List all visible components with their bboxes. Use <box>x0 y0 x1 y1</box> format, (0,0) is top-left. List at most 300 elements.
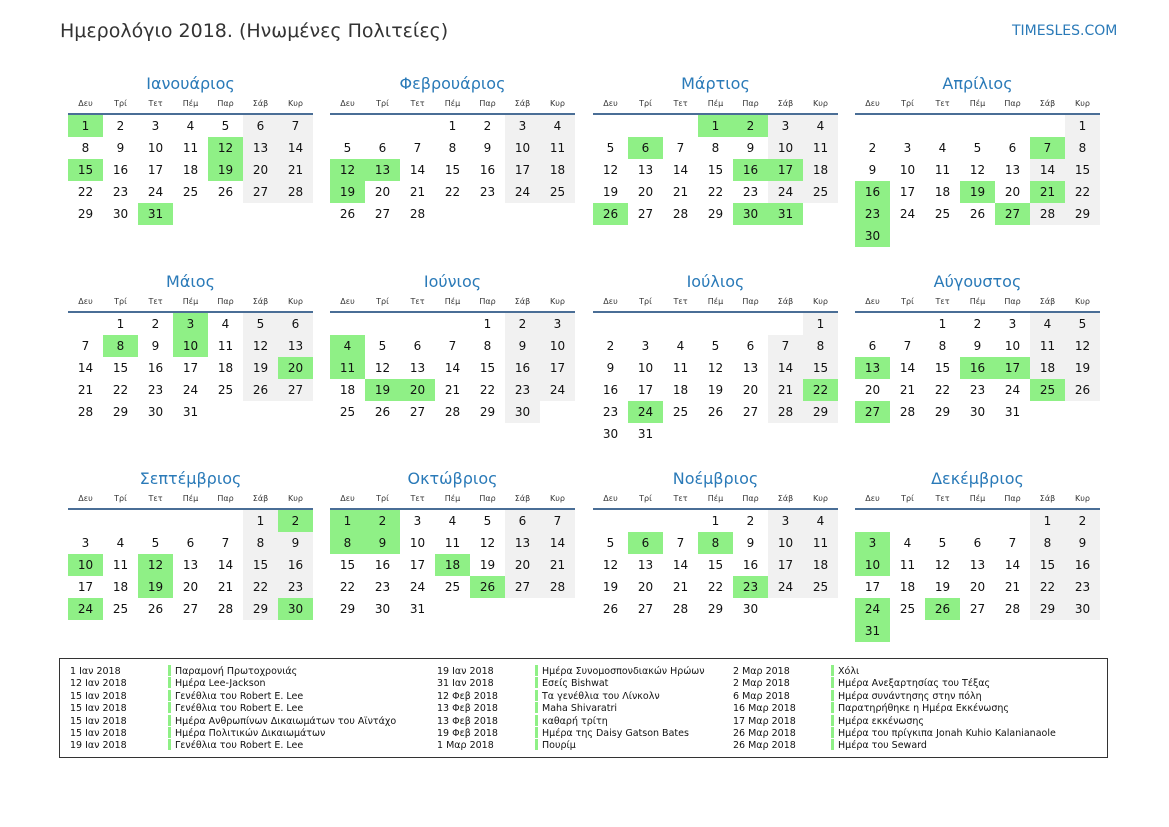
month-name: Δεκέμβριος <box>931 469 1024 488</box>
holiday-date: 19 Ιαν 2018 <box>437 666 494 677</box>
weekday-label: Παρ <box>742 297 759 306</box>
holiday-day-cell: 17 <box>995 357 1030 379</box>
empty-cell <box>925 115 960 137</box>
day-cell: 24 <box>899 207 916 221</box>
day-cell: 12 <box>374 361 391 375</box>
day-cell: 3 <box>768 510 803 532</box>
weekday-label: Πέμ <box>182 99 199 108</box>
day-cell: 13 <box>969 558 986 572</box>
holiday-day-cell: 3 <box>173 313 208 335</box>
weekday-label: Παρ <box>1004 99 1021 108</box>
weekday-label: Τετ <box>410 297 425 306</box>
day-cell: 11 <box>112 558 129 572</box>
day-cell: 12 <box>969 163 986 177</box>
day-cell: 11 <box>803 532 838 554</box>
month-name: Ιούνιος <box>423 272 482 291</box>
day-cell: 14 <box>899 361 916 375</box>
holiday-marker <box>168 690 171 701</box>
holiday-day-cell: 12 <box>208 137 243 159</box>
holiday-list <box>59 658 1108 758</box>
holiday-day-cell: 1 <box>330 510 365 532</box>
month-name: Ιανουάριος <box>146 74 235 93</box>
day-cell: 27 <box>742 405 759 419</box>
day-cell: 6 <box>278 313 313 335</box>
day-cell: 20 <box>1004 185 1021 199</box>
day-cell: 30 <box>112 207 129 221</box>
weekday-label: Σάβ <box>514 99 531 108</box>
holiday-name: Ημέρα συνάντησης στην πόλη <box>838 690 982 702</box>
holiday-date: 17 Μαρ 2018 <box>733 715 796 727</box>
day-cell: 26 <box>707 405 724 419</box>
day-cell: 21 <box>540 554 575 576</box>
weekday-label: Σάβ <box>514 494 531 503</box>
day-cell: 19 <box>707 383 724 397</box>
weekday-header <box>330 98 575 115</box>
day-cell: 6 <box>413 339 422 353</box>
day-cell: 29 <box>1030 598 1065 620</box>
day-cell: 11 <box>803 137 838 159</box>
holiday-day-cell: 27 <box>995 203 1030 225</box>
weekday-label: Παρ <box>742 99 759 108</box>
day-cell: 7 <box>1008 536 1017 550</box>
weekday-header <box>330 493 575 510</box>
holiday-row <box>437 715 705 727</box>
holiday-name: Εσείς Bishwat <box>542 678 609 690</box>
day-cell: 9 <box>151 339 160 353</box>
day-cell: 7 <box>278 115 313 137</box>
day-cell: 2 <box>483 119 492 133</box>
weekday-label: Κυρ <box>1075 99 1090 108</box>
day-cell: 9 <box>606 361 615 375</box>
day-cell: 3 <box>903 141 912 155</box>
day-cell: 9 <box>278 532 313 554</box>
day-cell: 16 <box>147 361 164 375</box>
day-cell: 17 <box>409 558 426 572</box>
holiday-row <box>437 690 705 702</box>
day-cell: 21 <box>1004 580 1021 594</box>
day-cell: 22 <box>77 185 94 199</box>
day-cell: 13 <box>409 361 426 375</box>
holiday-day-cell: 6 <box>628 532 663 554</box>
empty-cell <box>855 510 890 532</box>
day-cell: 29 <box>77 207 94 221</box>
weekday-label: Πέμ <box>969 99 986 108</box>
holiday-date: 26 Μαρ 2018 <box>733 727 796 739</box>
day-cell: 6 <box>1008 141 1017 155</box>
day-cell: 24 <box>768 576 803 598</box>
holiday-day-cell: 12 <box>330 159 365 181</box>
empty-cell <box>400 313 435 335</box>
holiday-marker <box>831 677 834 688</box>
day-cell: 6 <box>868 339 877 353</box>
empty-cell <box>995 115 1030 137</box>
empty-cell <box>435 313 470 335</box>
month-block <box>68 469 313 620</box>
day-cell: 8 <box>448 141 457 155</box>
day-cell: 11 <box>217 339 234 353</box>
day-cell: 7 <box>448 339 457 353</box>
weekday-label: Δευ <box>340 494 355 503</box>
weekday-label: Τρί <box>114 99 127 108</box>
weekday-label: Πέμ <box>444 494 461 503</box>
day-cell: 15 <box>243 554 278 576</box>
holiday-day-cell: 18 <box>435 554 470 576</box>
day-cell: 15 <box>707 558 724 572</box>
holiday-date: 15 Ιαν 2018 <box>70 703 127 715</box>
day-cell: 10 <box>505 137 540 159</box>
holiday-name: Ημέρα Ανθρωπίνων Δικαιωμάτων του Αϊντάχο <box>175 715 397 727</box>
day-cell: 9 <box>868 163 877 177</box>
empty-cell <box>960 115 995 137</box>
holiday-column <box>437 665 705 752</box>
day-cell: 25 <box>899 602 916 616</box>
page-title: Ημερολόγιο 2018. (Ηνωμένες Πολιτείες) <box>60 20 449 42</box>
day-cell: 18 <box>112 580 129 594</box>
holiday-day-cell: 10 <box>173 335 208 357</box>
weekday-label: Τρί <box>901 99 914 108</box>
day-cell: 26 <box>243 379 278 401</box>
day-cell: 28 <box>1030 203 1065 225</box>
day-cell: 20 <box>969 580 986 594</box>
day-cell: 24 <box>540 379 575 401</box>
weekday-label: Τετ <box>148 494 163 503</box>
weekday-label: Πέμ <box>707 99 724 108</box>
day-cell: 3 <box>505 115 540 137</box>
day-cell: 8 <box>938 339 947 353</box>
day-cell: 18 <box>182 163 199 177</box>
day-cell: 6 <box>505 510 540 532</box>
day-cell: 17 <box>540 357 575 379</box>
holiday-day-cell: 26 <box>470 576 505 598</box>
day-cell: 1 <box>448 119 457 133</box>
day-cell: 30 <box>147 405 164 419</box>
day-cell: 5 <box>378 339 387 353</box>
holiday-day-cell: 25 <box>1030 379 1065 401</box>
weekday-label: Τετ <box>148 99 163 108</box>
day-grid <box>855 313 1100 423</box>
day-cell: 8 <box>1065 137 1100 159</box>
weekday-label: Παρ <box>217 99 234 108</box>
weekday-header <box>593 493 838 510</box>
weekday-label: Πέμ <box>969 297 986 306</box>
day-cell: 27 <box>278 379 313 401</box>
holiday-day-cell: 12 <box>138 554 173 576</box>
weekday-label: Παρ <box>742 494 759 503</box>
holiday-day-cell: 24 <box>628 401 663 423</box>
day-cell: 21 <box>768 379 803 401</box>
holiday-day-cell: 2 <box>278 510 313 532</box>
holiday-row <box>70 702 396 714</box>
day-cell: 21 <box>672 580 689 594</box>
holiday-row <box>70 677 396 689</box>
holiday-date: 1 Μαρ 2018 <box>437 740 494 752</box>
weekday-header <box>68 493 313 510</box>
day-cell: 4 <box>676 339 685 353</box>
weekday-label: Δευ <box>865 297 880 306</box>
empty-cell <box>138 510 173 532</box>
day-cell: 9 <box>973 339 982 353</box>
day-cell: 29 <box>112 405 129 419</box>
weekday-label: Τρί <box>376 297 389 306</box>
weekday-label: Δευ <box>340 99 355 108</box>
empty-cell <box>103 510 138 532</box>
holiday-day-cell: 2 <box>733 115 768 137</box>
day-cell: 17 <box>147 163 164 177</box>
holiday-day-cell: 24 <box>68 598 103 620</box>
holiday-day-cell: 15 <box>68 159 103 181</box>
weekday-label: Σάβ <box>1039 99 1056 108</box>
weekday-label: Παρ <box>217 297 234 306</box>
day-cell: 19 <box>602 580 619 594</box>
holiday-date: 12 Φεβ 2018 <box>437 690 498 702</box>
weekday-label: Τετ <box>410 99 425 108</box>
day-cell: 5 <box>221 119 230 133</box>
day-cell: 20 <box>742 383 759 397</box>
empty-cell <box>628 115 663 137</box>
empty-cell <box>330 313 365 335</box>
day-cell: 11 <box>540 137 575 159</box>
holiday-date: 13 Φεβ 2018 <box>437 703 498 715</box>
brand-link[interactable]: TIMESLES.COM <box>1012 23 1118 39</box>
empty-cell <box>365 313 400 335</box>
month-name: Απρίλιος <box>942 74 1013 93</box>
weekday-label: Παρ <box>1004 297 1021 306</box>
holiday-marker <box>535 690 538 701</box>
day-cell: 8 <box>711 141 720 155</box>
holiday-day-cell: 9 <box>365 532 400 554</box>
day-cell: 21 <box>672 185 689 199</box>
day-cell: 28 <box>540 576 575 598</box>
weekday-header <box>855 98 1100 115</box>
day-cell: 5 <box>483 514 492 528</box>
day-cell: 19 <box>1065 357 1100 379</box>
day-cell: 23 <box>742 185 759 199</box>
day-cell: 15 <box>339 558 356 572</box>
day-cell: 16 <box>1065 554 1100 576</box>
empty-cell <box>365 115 400 137</box>
holiday-row <box>437 702 705 714</box>
holiday-day-cell: 21 <box>1030 181 1065 203</box>
day-grid <box>855 115 1100 247</box>
holiday-name: Πουρίμ <box>542 740 576 752</box>
weekday-label: Κυρ <box>288 494 303 503</box>
empty-cell <box>1030 115 1065 137</box>
day-grid <box>330 115 575 225</box>
weekday-label: Κυρ <box>813 494 828 503</box>
weekday-label: Δευ <box>340 297 355 306</box>
day-cell: 28 <box>444 405 461 419</box>
holiday-row <box>437 677 705 689</box>
holiday-day-cell: 1 <box>698 115 733 137</box>
weekday-label: Πέμ <box>444 99 461 108</box>
day-cell: 21 <box>409 185 426 199</box>
day-cell: 13 <box>1004 163 1021 177</box>
empty-cell <box>628 510 663 532</box>
day-cell: 17 <box>77 580 94 594</box>
weekday-label: Σάβ <box>1039 494 1056 503</box>
day-cell: 19 <box>243 357 278 379</box>
holiday-day-cell: 31 <box>768 203 803 225</box>
weekday-label: Σάβ <box>514 297 531 306</box>
holiday-day-cell: 31 <box>138 203 173 225</box>
weekday-label: Τρί <box>639 494 652 503</box>
day-cell: 28 <box>672 207 689 221</box>
weekday-label: Τετ <box>935 297 950 306</box>
day-cell: 9 <box>746 141 755 155</box>
day-cell: 25 <box>934 207 951 221</box>
day-cell: 15 <box>803 357 838 379</box>
day-cell: 7 <box>540 510 575 532</box>
day-grid <box>68 115 313 225</box>
holiday-day-cell: 24 <box>855 598 890 620</box>
holiday-day-cell: 11 <box>330 357 365 379</box>
day-cell: 18 <box>672 383 689 397</box>
holiday-day-cell: 8 <box>330 532 365 554</box>
day-cell: 15 <box>479 361 496 375</box>
day-cell: 25 <box>444 580 461 594</box>
day-cell: 1 <box>938 317 947 331</box>
day-cell: 30 <box>969 405 986 419</box>
holiday-row <box>733 739 1056 751</box>
empty-cell <box>733 313 768 335</box>
day-cell: 29 <box>707 207 724 221</box>
day-cell: 25 <box>217 383 234 397</box>
day-cell: 18 <box>803 159 838 181</box>
month-block <box>855 74 1100 247</box>
day-cell: 4 <box>903 536 912 550</box>
day-cell: 2 <box>1065 510 1100 532</box>
holiday-date: 15 Ιαν 2018 <box>70 715 127 727</box>
holiday-name: Ημέρα του Seward <box>838 740 927 752</box>
empty-cell <box>890 313 925 335</box>
day-cell: 4 <box>1030 313 1065 335</box>
day-cell: 9 <box>746 536 755 550</box>
empty-cell <box>663 115 698 137</box>
day-cell: 5 <box>711 339 720 353</box>
holiday-day-cell: 30 <box>855 225 890 247</box>
weekday-label: Τρί <box>114 297 127 306</box>
day-cell: 10 <box>1004 339 1021 353</box>
day-cell: 16 <box>505 357 540 379</box>
day-grid <box>330 313 575 423</box>
day-cell: 25 <box>672 405 689 419</box>
day-cell: 2 <box>606 339 615 353</box>
weekday-label: Παρ <box>479 297 496 306</box>
day-cell: 14 <box>77 361 94 375</box>
weekday-label: Κυρ <box>550 99 565 108</box>
weekday-label: Κυρ <box>1075 494 1090 503</box>
day-cell: 13 <box>637 163 654 177</box>
holiday-name: Ημέρα Ανεξαρτησίας του Τέξας <box>838 678 991 690</box>
empty-cell <box>208 510 243 532</box>
day-cell: 23 <box>969 383 986 397</box>
weekday-label: Παρ <box>217 494 234 503</box>
day-cell: 21 <box>77 383 94 397</box>
day-cell: 13 <box>278 335 313 357</box>
weekday-header <box>68 296 313 313</box>
empty-cell <box>68 510 103 532</box>
day-cell: 12 <box>602 163 619 177</box>
day-cell: 18 <box>540 159 575 181</box>
month-block <box>855 469 1100 642</box>
day-cell: 4 <box>221 317 230 331</box>
weekday-label: Δευ <box>78 494 93 503</box>
day-cell: 5 <box>1065 313 1100 335</box>
holiday-name: Γενέθλια του Robert E. Lee <box>175 703 304 715</box>
day-cell: 25 <box>803 576 838 598</box>
weekday-label: Δευ <box>865 99 880 108</box>
holiday-row <box>70 739 396 751</box>
day-cell: 1 <box>711 514 720 528</box>
weekday-label: Σάβ <box>777 297 794 306</box>
holiday-row <box>70 690 396 702</box>
empty-cell <box>960 510 995 532</box>
weekday-label: Κυρ <box>288 297 303 306</box>
weekday-label: Δευ <box>78 297 93 306</box>
holiday-day-cell: 8 <box>103 335 138 357</box>
day-cell: 17 <box>899 185 916 199</box>
weekday-label: Σάβ <box>777 99 794 108</box>
day-grid <box>68 313 313 423</box>
holiday-date: 15 Ιαν 2018 <box>70 727 127 739</box>
day-cell: 1 <box>116 317 125 331</box>
holiday-day-cell: 26 <box>593 203 628 225</box>
weekday-label: Τρί <box>376 99 389 108</box>
day-cell: 27 <box>969 602 986 616</box>
holiday-name: Τα γενέθλια του Λίνκολν <box>542 690 660 702</box>
holiday-day-cell: 19 <box>960 181 995 203</box>
holiday-day-cell: 16 <box>855 181 890 203</box>
day-cell: 25 <box>112 602 129 616</box>
day-cell: 28 <box>77 405 94 419</box>
day-cell: 12 <box>934 558 951 572</box>
day-cell: 1 <box>243 510 278 532</box>
day-cell: 26 <box>339 207 356 221</box>
holiday-row <box>733 715 1056 727</box>
holiday-name: Ημέρα Συνομοσπονδιακών Ηρώων <box>542 666 705 677</box>
holiday-day-cell: 20 <box>400 379 435 401</box>
day-cell: 16 <box>742 558 759 572</box>
day-cell: 11 <box>182 141 199 155</box>
weekday-label: Τετ <box>673 99 688 108</box>
month-name: Μάρτιος <box>681 74 750 93</box>
empty-cell <box>173 510 208 532</box>
month-block <box>330 469 575 620</box>
day-cell: 16 <box>479 163 496 177</box>
day-cell: 27 <box>637 602 654 616</box>
weekday-header <box>855 296 1100 313</box>
day-grid <box>593 313 838 445</box>
holiday-name: Ημέρα της Daisy Gatson Bates <box>542 727 689 739</box>
weekday-label: Πέμ <box>182 297 199 306</box>
holiday-name: Ημέρα εκκένωσης <box>838 715 924 727</box>
day-cell: 7 <box>903 339 912 353</box>
day-cell: 31 <box>182 405 199 419</box>
day-cell: 7 <box>221 536 230 550</box>
day-cell: 21 <box>899 383 916 397</box>
day-cell: 4 <box>186 119 195 133</box>
month-block <box>593 74 838 225</box>
day-cell: 18 <box>803 554 838 576</box>
day-cell: 29 <box>707 602 724 616</box>
month-name: Σεπτέμβριος <box>139 469 242 488</box>
day-cell: 25 <box>803 181 838 203</box>
weekday-header <box>855 493 1100 510</box>
month-block <box>330 74 575 225</box>
day-cell: 9 <box>116 141 125 155</box>
weekday-header <box>330 296 575 313</box>
holiday-day-cell: 6 <box>628 137 663 159</box>
